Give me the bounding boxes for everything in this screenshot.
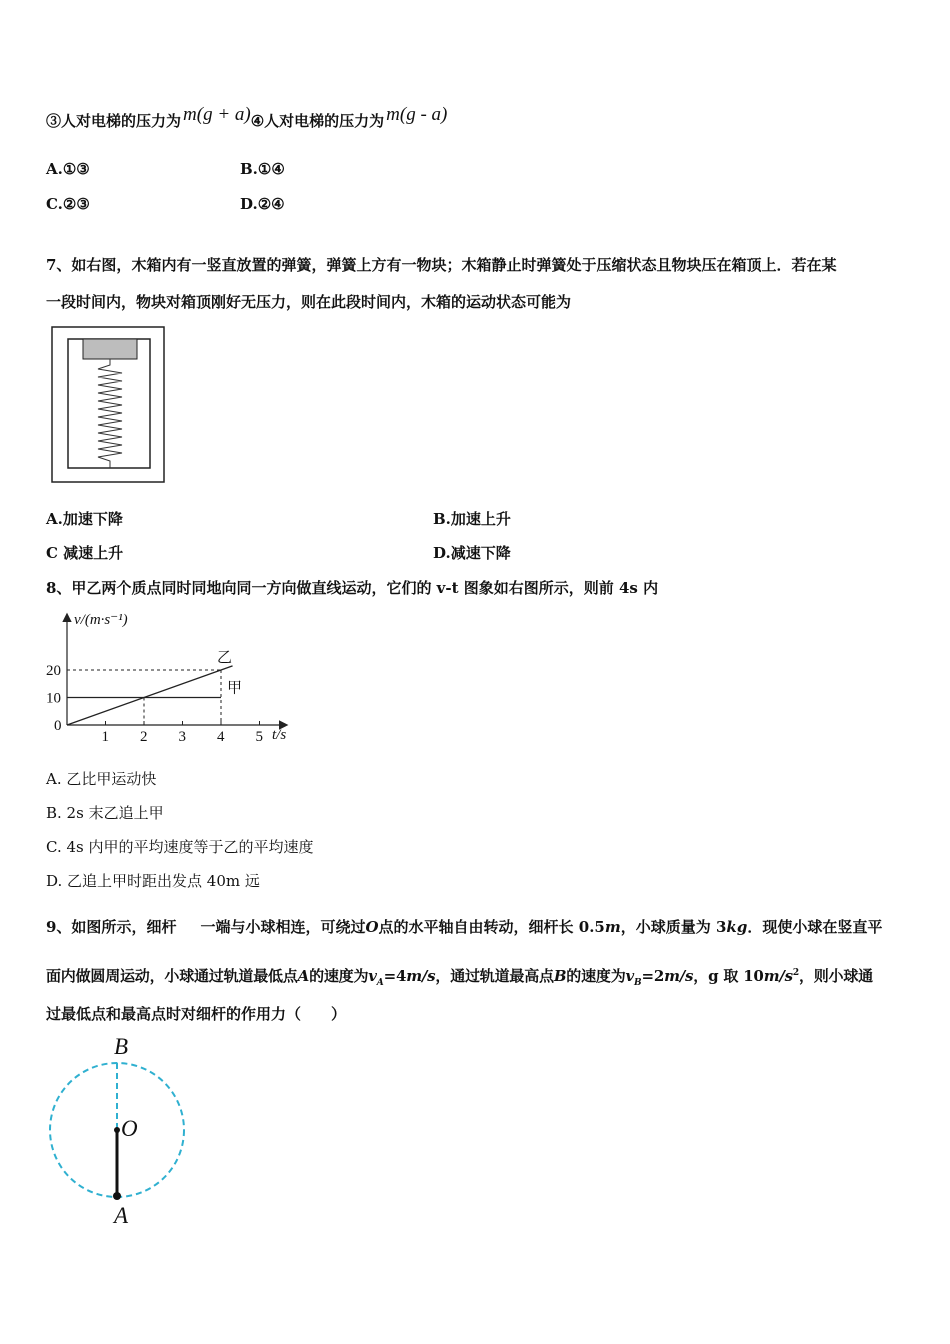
q9-unit-ms: m/s xyxy=(664,967,694,985)
q6-item4-formula: m(g - a) xyxy=(386,104,448,125)
q8-stem: 8、甲乙两个质点同时同地向同一方向做直线运动，它们的 v-t 图象如右图所示，则前 4s 内 xyxy=(46,579,659,597)
y-tick-label: 0 xyxy=(54,718,62,734)
q9-unit-ms2: m/s xyxy=(763,967,793,985)
q9-text: =4 xyxy=(383,967,407,985)
q8-vt-chart xyxy=(40,605,300,750)
q9-unit-ms: m/s xyxy=(406,967,436,985)
q9-sup-2: 2 xyxy=(792,968,799,978)
q6-option-d[interactable]: D.②④ xyxy=(240,195,285,213)
q7-option-c[interactable]: C 减速上升 xyxy=(46,544,124,562)
q9-unit-m: m xyxy=(604,918,621,936)
x-tick-label: 3 xyxy=(178,729,186,745)
q8-option-d[interactable]: D. 乙追上甲时距出发点 40m 远 xyxy=(46,872,260,890)
y-tick-label: 20 xyxy=(46,663,61,679)
q9-text: ，则小球通 xyxy=(798,967,873,985)
q7-option-d[interactable]: D.减速下降 xyxy=(433,544,511,562)
q9-text: 的速度为 xyxy=(309,967,369,985)
q9-stem-line2 xyxy=(46,965,873,988)
q7-spring-box-figure xyxy=(50,325,168,485)
q8-option-c[interactable]: C. 4s 内甲的平均速度等于乙的平均速度 xyxy=(46,838,314,856)
q7-stem-line2: 一段时间内，物块对箱顶刚好无压力，则在此段时间内，木箱的运动状态可能为 xyxy=(46,293,572,311)
y-axis-label: v/(m·s⁻¹) xyxy=(74,612,128,628)
q9-text: 一端与小球相连，可绕过 xyxy=(200,918,366,936)
q6-items-line xyxy=(46,104,447,131)
q6-item3-text: ③人对电梯的压力为 xyxy=(46,112,182,130)
pivot-o xyxy=(114,1127,120,1133)
label-b: B xyxy=(114,1034,129,1059)
q9-sub-b: B xyxy=(634,978,642,988)
q6-item3-formula: m(g + a) xyxy=(183,104,251,125)
q9-var-a: A xyxy=(297,967,310,985)
q6-option-c[interactable]: C.②③ xyxy=(46,195,90,213)
x-axis-label: t/s xyxy=(272,727,287,743)
q7-option-a[interactable]: A.加速下降 xyxy=(46,510,123,528)
q7-stem-line1: 7、如右图，木箱内有一竖直放置的弹簧，弹簧上方有一物块；木箱静止时弹簧处于压缩状态且物块压在箱顶上．若在某 xyxy=(46,256,837,274)
q9-var-vb: v xyxy=(625,967,635,985)
q9-stem-line3: 过最低点和最高点时对细杆的作用力（ ） xyxy=(46,1005,347,1023)
block xyxy=(83,339,137,359)
series-line-yi xyxy=(67,666,233,725)
q9-stem-line1 xyxy=(46,916,882,937)
q9-text: ，通过轨道最高点 xyxy=(435,967,554,985)
q9-text: ．现使小球在竖直平 xyxy=(747,918,883,936)
x-tick-label: 4 xyxy=(217,729,225,745)
label-a: A xyxy=(114,1203,129,1228)
q9-var-o: O xyxy=(365,918,379,936)
q9-text: =2 xyxy=(641,967,665,985)
q9-circle-figure xyxy=(40,1030,200,1230)
q9-var-b: B xyxy=(553,967,567,985)
label-o: O xyxy=(121,1116,138,1141)
q9-text: 9、如图所示，细杆 xyxy=(46,918,177,936)
y-tick-label: 10 xyxy=(46,690,61,707)
q9-text: 面内做圆周运动，小球通过轨道最低点 xyxy=(46,967,298,985)
q6-option-b[interactable]: B.①④ xyxy=(240,160,285,178)
q7-option-b[interactable]: B.加速上升 xyxy=(433,510,511,528)
q9-text: 点的水平轴自由转动，细杆长 0.5 xyxy=(378,918,605,936)
q9-text: ，小球质量为 3 xyxy=(620,918,727,936)
q9-text: 的速度为 xyxy=(566,967,626,985)
q8-option-a[interactable]: A. 乙比甲运动快 xyxy=(46,770,157,788)
q6-option-a[interactable]: A.①③ xyxy=(46,160,90,178)
x-tick-label: 1 xyxy=(101,729,109,745)
spring xyxy=(98,359,122,468)
q9-var-va: v xyxy=(368,967,377,985)
q8-option-b[interactable]: B. 2s 末乙追上甲 xyxy=(46,804,164,822)
q9-sub-a: A xyxy=(376,978,384,988)
ball xyxy=(113,1192,121,1200)
x-tick-label: 2 xyxy=(140,729,148,745)
q9-text: ，g 取 10 xyxy=(693,967,764,985)
x-tick-label: 5 xyxy=(255,729,263,745)
q6-item4-text: ④人对电梯的压力为 xyxy=(250,112,385,130)
series-label-yi: 乙 xyxy=(217,650,233,666)
q9-unit-kg: kg xyxy=(726,918,748,936)
series-label-jia: 甲 xyxy=(227,680,243,697)
